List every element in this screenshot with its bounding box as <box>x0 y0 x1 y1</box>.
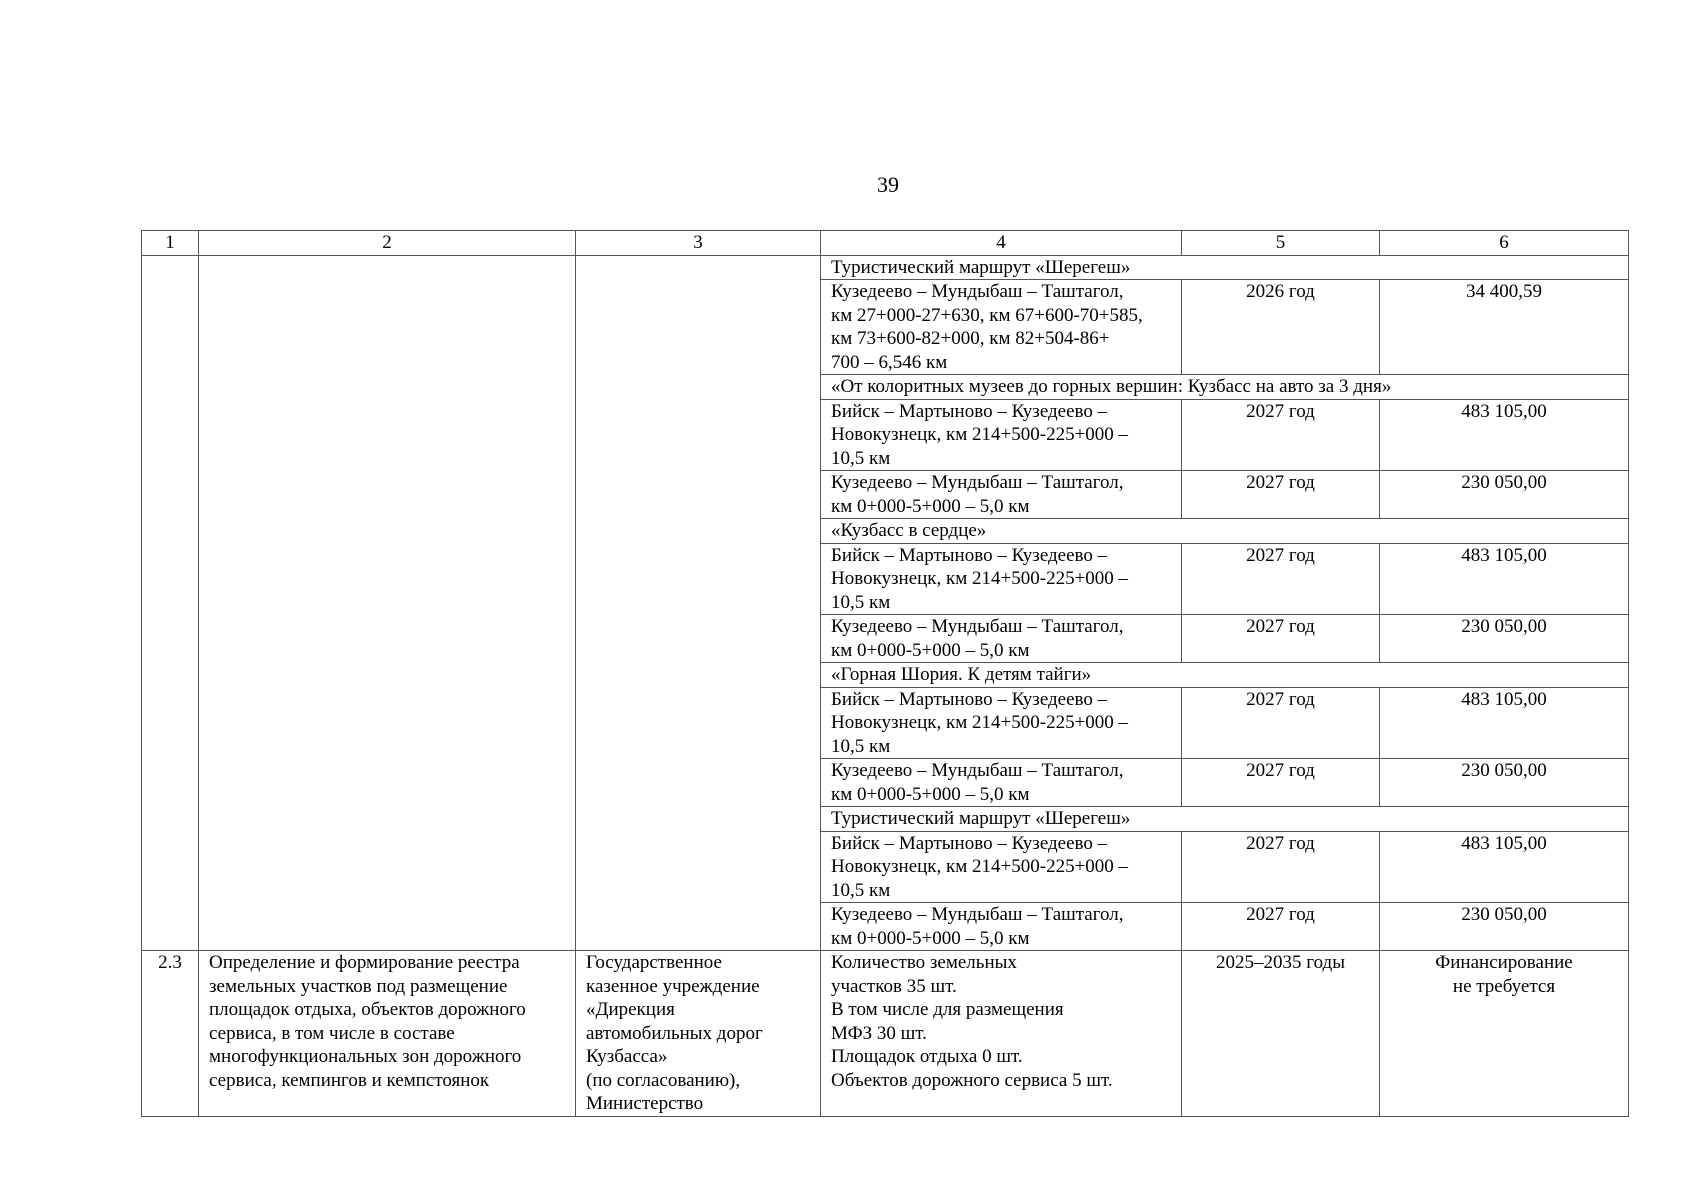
item-row-2-3 <box>142 951 1629 1117</box>
program-table <box>141 230 1629 1117</box>
year-cell: 2027 год <box>1182 471 1380 519</box>
road-section: Кузедеево – Мундыбаш – Таштагол, км 0+000-5+000 – 5,0 км <box>821 615 1182 663</box>
header-cell: 1 <box>142 231 199 256</box>
header-cell: 5 <box>1182 231 1380 256</box>
item-number: 2.3 <box>142 951 199 1117</box>
amount-cell: 483 105,00 <box>1380 831 1629 903</box>
year-cell: 2027 год <box>1182 543 1380 615</box>
year-cell: 2027 год <box>1182 615 1380 663</box>
empty-name-cell <box>199 255 576 951</box>
amount-cell: 230 050,00 <box>1380 471 1629 519</box>
amount-cell: 230 050,00 <box>1380 615 1629 663</box>
item-financing: Финансирование не требуется <box>1380 951 1629 1117</box>
amount-cell: 34 400,59 <box>1380 280 1629 375</box>
header-cell: 4 <box>821 231 1182 256</box>
route-title: Туристический маршрут «Шерегеш» <box>821 807 1629 832</box>
route-title: «Кузбасс в сердце» <box>821 519 1629 544</box>
amount-cell: 230 050,00 <box>1380 903 1629 951</box>
year-cell: 2027 год <box>1182 759 1380 807</box>
year-cell: 2027 год <box>1182 831 1380 903</box>
item-name: Определение и формирование реестра земельных участков под размещение площадок отдыха, объектов дорожного сервиса, в том числе в составе многофункциональных зон дорожного сервиса, кемпингов и кемпстоянок <box>199 951 576 1117</box>
header-cell: 2 <box>199 231 576 256</box>
road-section: Бийск – Мартыново – Кузедеево – Новокузнецк, км 214+500-225+000 – 10,5 км <box>821 399 1182 471</box>
road-section: Бийск – Мартыново – Кузедеево – Новокузнецк, км 214+500-225+000 – 10,5 км <box>821 687 1182 759</box>
year-cell: 2027 год <box>1182 903 1380 951</box>
amount-cell: 483 105,00 <box>1380 399 1629 471</box>
year-cell: 2027 год <box>1182 399 1380 471</box>
item-executor: Государственное казенное учреждение «Дирекция автомобильных дорог Кузбасса» (по согласованию), Министерство <box>576 951 821 1117</box>
road-section: Кузедеево – Мундыбаш – Таштагол, км 0+000-5+000 – 5,0 км <box>821 759 1182 807</box>
route-title: «От колоритных музеев до горных вершин: Кузбасс на авто за 3 дня» <box>821 375 1629 400</box>
empty-num-cell <box>142 255 199 951</box>
amount-cell: 483 105,00 <box>1380 543 1629 615</box>
road-section: Кузедеево – Мундыбаш – Таштагол, км 0+000-5+000 – 5,0 км <box>821 903 1182 951</box>
route-title: Туристический маршрут «Шерегеш» <box>821 255 1629 280</box>
header-row <box>142 231 1629 256</box>
item-years: 2025–2035 годы <box>1182 951 1380 1117</box>
page-number: 39 <box>877 172 899 197</box>
item-indicator: Количество земельных участков 35 шт. В том числе для размещения МФЗ 30 шт. Площадок отдыха 0 шт. Объектов дорожного сервиса 5 шт. <box>821 951 1182 1117</box>
header-cell: 6 <box>1380 231 1629 256</box>
road-section: Бийск – Мартыново – Кузедеево – Новокузнецк, км 214+500-225+000 – 10,5 км <box>821 543 1182 615</box>
route-title: «Горная Шория. К детям тайги» <box>821 663 1629 688</box>
amount-cell: 230 050,00 <box>1380 759 1629 807</box>
year-cell: 2027 год <box>1182 687 1380 759</box>
year-cell: 2026 год <box>1182 280 1380 375</box>
route-title-row <box>142 255 1629 280</box>
empty-executor-cell <box>576 255 821 951</box>
road-section: Кузедеево – Мундыбаш – Таштагол, км 0+000-5+000 – 5,0 км <box>821 471 1182 519</box>
road-section: Кузедеево – Мундыбаш – Таштагол, км 27+000-27+630, км 67+600-70+585, км 73+600-82+000, км 82+504-86+ 700 – 6,546 км <box>821 280 1182 375</box>
amount-cell: 483 105,00 <box>1380 687 1629 759</box>
header-cell: 3 <box>576 231 821 256</box>
road-section: Бийск – Мартыново – Кузедеево – Новокузнецк, км 214+500-225+000 – 10,5 км <box>821 831 1182 903</box>
